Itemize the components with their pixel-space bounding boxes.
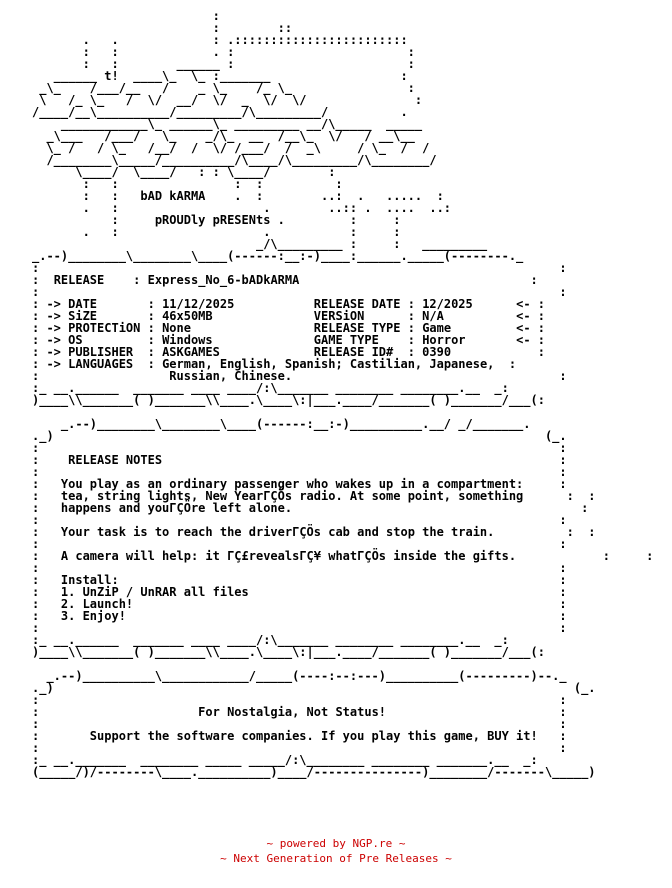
languages-label: LANGUAGES xyxy=(68,357,134,371)
languages-line-2: Russian, Chinese. xyxy=(169,369,293,383)
notes-line: Your task is to reach the driverΓÇÖs cab and stop the train. xyxy=(60,525,495,539)
footer-tagline: ~ Next Generation of Pre Releases ~ xyxy=(220,852,452,865)
frame-bottom: :_ __.______ _______ ____ ____/:\_______ ________ ________.__ _: )____\\_______( )_______\\____.\____\:|___.____/_______( )_______/___(: xyxy=(32,381,545,407)
install-title: Install: xyxy=(60,573,119,587)
notes-title: RELEASE NOTES xyxy=(68,453,163,467)
release-name: Express_No_6-bADkARMA xyxy=(147,273,300,287)
footer-powered-by: ~ powered by NGP.re ~ xyxy=(266,837,406,850)
release-label: RELEASE xyxy=(53,273,105,287)
nfo-text: : : :: . . : .:::::::::::::::::::::::: : : . : : : : ______ : : ______ t! ____\_ \_ :_______ : _\_ /___/__ / _ \_ /_ \_ : \ /_ \_ / \/ __/ \/ _ \/ \/ : /____/__\__________/_________/\_________/ . ____________\_ ______\_ _________ __/\_____ _____ _\___ /___/ \_ _/\_ __ /__\_ \/ / __\__ \_ / / \_ /__/ / \/ /___/ / _\ / \_ / / /________\_____/__________/\____/\_________/\________/ \____/ \____/ : : \____/ : : : : : : : : bAD kARMA . : ..: . ..... : . : . ..:: . .... ..: : pROUDly pRESENts . : : . : . : : _/\_________ : : _________ _.--)________\________\____(------:__:-)____:______._____(--------._ : : : RELEASE : Express_No_6-bADkARMA : : : : -> DATE : 11/12/2025 RELEASE DATE : 12/2025 <- : : -> SiZE : 46x50MB VERSiON : N/A <- : : -> PROTECTiON : None RELEASE TYPE : Game <- : : -> OS : Windows GAME TYPE : Horror <- : : -> PUBLISHER : ASKGAMES RELEASE ID# : 0390 : : -> LANGUAGES : German, English, Spanish; Castilian, Japanese, : : Russian, Chinese. : :_ __.______ _______ ____ ____/:\_______ ________ ________.__ _: )____\\_______( )_______\\____.\____\:|___.____/_______( )_______/___(: _.--)________\________\____(------:__:-)__________.__/ _/_______. ._) (_. : : : RELEASE NOTES : : : : You play as an ordinary passenger who wakes up in a compartment: : : tea, string lights, New YearΓÇÖs radio. At some point, something : : : happens and youΓÇÖre left alone. : : : : Your task is to reach the driverΓÇÖs cab and stop the train. : : : : : A camera will help: it ΓÇ£revealsΓÇ¥ whatΓÇÖs inside the gifts. : : : : : Install: : : 1. UnZiP / UnRAR all files : : 2. Launch! : : 3. Enjoy! : : : :_ __.______ _______ ____ ____/:\_______ ________ ________.__ _: )____\\_______( )_______\\____.\____\:|___.____/_______( )_______/___(: _.--)__________\____________/_____(----:--:---)__________(---------)--._ ._) (_. : : : For Nostalgia, Not Status! : : : : Support the software companies. If you play this game, BUY it! : : : :_ __._______ ________ _____ _____/:\________ ________ _______.__ _: (_____/)/--------\____.__________)____/---------------)________/-------\_____) xyxy=(32,9,654,779)
frame-top: _.--)________\________\____(------:__:-)__________.__/ _/_______. ._) (_. xyxy=(32,417,567,443)
frame-top: _.--)________\________\____(------:__:-)____:______._____(--------._ xyxy=(32,249,524,263)
notes-line: tea, string lights, New YearΓÇÖs radio. At some point, something xyxy=(60,489,524,503)
closing-line-1: For Nostalgia, Not Status! xyxy=(198,705,387,719)
frame-bottom: :_ __._______ ________ _____ _____/:\________ ________ _______.__ _: (_____/)/--------\____.__________)____/---------------)________/-------\_____) xyxy=(32,753,596,779)
frame-bottom: :_ __.______ _______ ____ ____/:\_______ ________ ________.__ _: )____\\_______( )_______\\____.\____\:|___.____/_______( )_______/___(: xyxy=(32,633,545,659)
footer xyxy=(0,836,672,866)
ascii-logo: : : :: . . : .:::::::::::::::::::::::: : : . : : : : ______ : : ______ t! ____\_ \_ :_______ : _\_ /___/__ / _ \_ /_ \_ : \ /_ \_ / \/ __/ \/ _ \/ \/ : /____/__\__________/_________/\_________/ . ____________\_ ______\_ _________ __/\_____ _____ _\___ /___/ \_ _/\_ __ /__\_ \/ / __\__ \_ / / \_ /__/ / \/ /___/ / _\ / \_ / / /________\_____/__________/\____/\_________/\________/ \____/ \____/ : : \____/ : : : : : : : : bAD kARMA . : ..: . ..... : . : . ..:: . .... ..: : pROUDly pRESENts . : : . : . : : _/\_________ : : _________ xyxy=(32,9,488,251)
notes-line: happens and youΓÇÖre left alone. xyxy=(60,501,293,515)
install-step: 1. UnZiP / UnRAR all files xyxy=(60,585,249,599)
languages-line-1: German, English, Spanish; Castilian, Japanese, xyxy=(162,357,495,371)
notes-line: You play as an ordinary passenger who wakes up in a compartment: xyxy=(60,477,524,491)
closing-line-2: Support the software companies. If you play this game, BUY it! xyxy=(89,729,538,743)
frame-top: _.--)__________\____________/_____(----:--:---)__________(---------)--._ ._) (_. xyxy=(32,669,596,695)
notes-line: A camera will help: it ΓÇ£revealsΓÇ¥ whatΓÇÖs inside the gifts. xyxy=(60,549,517,563)
install-step: 3. Enjoy! xyxy=(60,609,126,623)
install-step: 2. Launch! xyxy=(60,597,134,611)
